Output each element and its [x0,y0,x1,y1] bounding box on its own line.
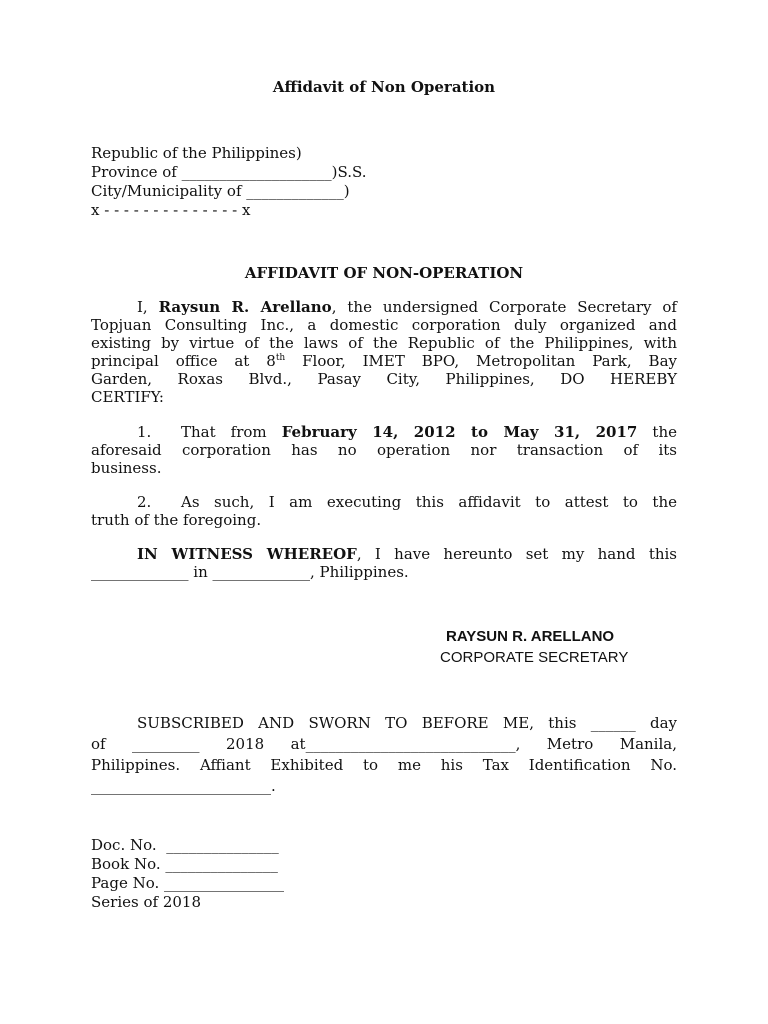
witness-phrase: IN WITNESS WHEREOF [137,545,357,563]
item-1-line-3: business. [91,459,162,477]
venue-separator: x - - - - - - - - - - - - - - x [91,201,251,219]
book-number: Book No. _______________ [91,855,278,873]
intro-paragraph [91,298,677,406]
signatory-title: CORPORATE SECRETARY [440,649,629,666]
series-year: Series of 2018 [91,893,201,911]
affidavit-heading: AFFIDAVIT OF NON-OPERATION [244,264,524,282]
item-2-line-2: truth of the foregoing. [91,511,262,529]
jurat-line-4: ________________________. [91,777,276,795]
witness-paragraph [91,545,677,581]
item-1-number: 1. [137,423,152,441]
venue-city: City/Municipality of _____________) [91,182,350,200]
item-2-line-1: 2. As such, I am executing this affidavit to attest to the [137,493,677,511]
document-title: Affidavit of Non Operation [272,78,496,96]
intro-line-3: existing by virtue of the laws of the Republic of the Philippines, with [91,334,677,352]
witness-line-1: IN WITNESS WHEREOF, I have hereunto set my hand this [137,545,677,563]
operation-period: February 14, 2012 to May 31, 2017 [281,423,638,441]
intro-line-1: I, Raysun R. Arellano, the undersigned Corporate Secretary of [137,298,677,316]
jurat-line-3: Philippines. Affiant Exhibited to me his Tax Identification No. [91,756,677,774]
venue-republic: Republic of the Philippines) [91,144,302,162]
intro-line-4: principal office at 8th Floor, IMET BPO, Metropolitan Park, Bay [91,352,677,370]
page-number: Page No. ________________ [91,874,285,892]
intro-line-6: CERTIFY: [91,388,164,406]
witness-line-2: _____________ in _____________, Philippines. [91,563,409,581]
intro-line-2: Topjuan Consulting Inc., a domestic corporation duly organized and [91,316,677,334]
affiant-name: Raysun R. Arellano [158,298,332,316]
jurat-line-1: SUBSCRIBED AND SWORN TO BEFORE ME, this ______ day [137,714,677,732]
notary-block [91,836,284,912]
item-2-number: 2. [137,493,152,511]
intro-line-5: Garden, Roxas Blvd., Pasay City, Philippines, DO HEREBY [91,370,677,388]
jurat-paragraph [91,713,677,797]
signatory-name: RAYSUN R. ARELLANO [446,628,615,645]
signature-block [440,626,628,668]
item-2-paragraph [91,493,677,529]
venue-block [91,144,367,220]
item-1-line-2: aforesaid corporation has no operation nor transaction of its [91,441,677,459]
doc-number: Doc. No. _______________ [91,836,279,854]
item-1-paragraph [91,423,677,477]
venue-province: Province of ____________________)S.S. [91,163,367,181]
jurat-line-2: of _________ 2018 at____________________________, Metro Manila, [91,735,677,753]
item-1-line-1: 1. That from February 14, 2012 to May 31, 2017 the [137,423,677,441]
